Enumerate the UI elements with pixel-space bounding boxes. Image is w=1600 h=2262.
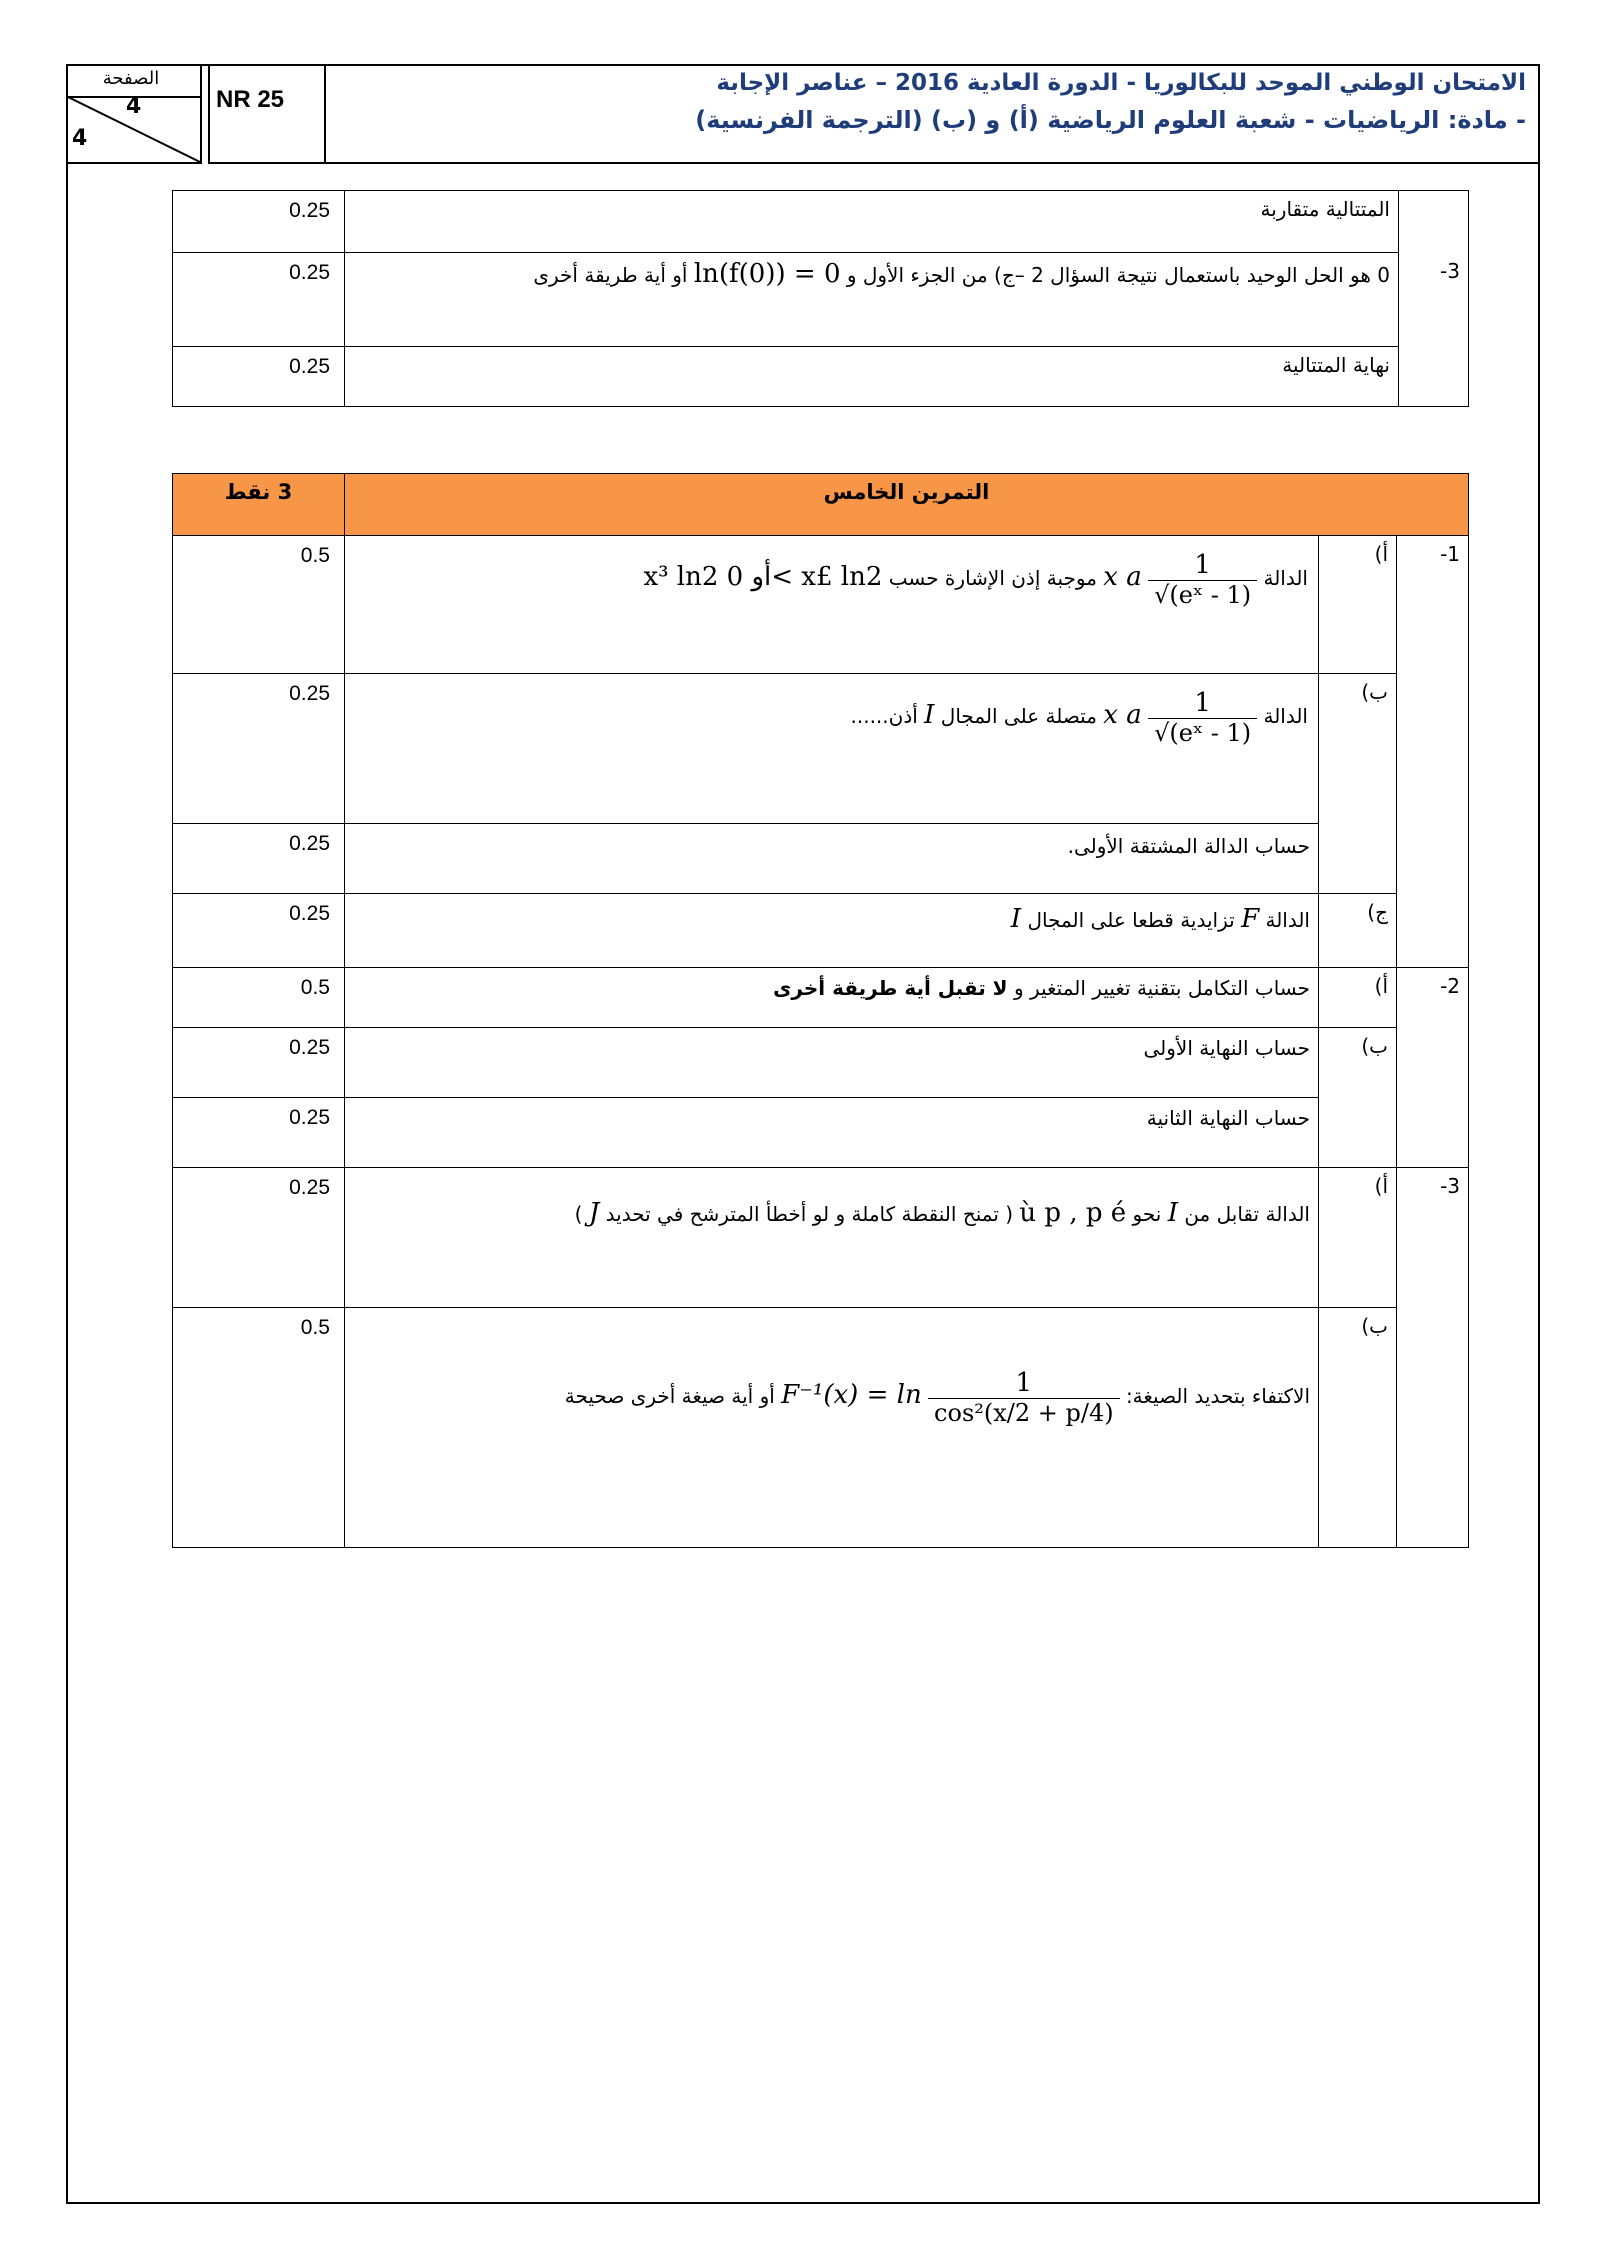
answer-text: [345, 1168, 1319, 1308]
page-header: [66, 64, 1540, 164]
fraction: [1148, 688, 1257, 747]
fraction-denominator: √(eˣ - 1): [1154, 719, 1252, 747]
page-current: 4: [126, 94, 142, 119]
answer-text-part: نحو: [1132, 1202, 1162, 1226]
answer-text-part: تزايدية قطعا على المجال: [1027, 908, 1235, 932]
question-number-cell: [1397, 1098, 1469, 1168]
table-row: [173, 191, 1469, 253]
page-total: 4: [72, 126, 88, 151]
answer-text: حساب النهاية الثانية: [345, 1098, 1319, 1168]
question-number: 3-: [1397, 1168, 1469, 1308]
exercise-header-row: [173, 474, 1469, 536]
formula-fraction: [928, 1368, 1120, 1427]
sub-question: أ): [1319, 1168, 1397, 1308]
title-line-2: - مادة: الرياضيات - شعبة العلوم الرياضية (أ) و (ب) (الترجمة الفرنسية): [695, 106, 1526, 134]
math-condition: x³ ln2 أو 0< x£ ln2: [643, 562, 883, 592]
answer-text-part: الدالة: [1263, 704, 1308, 728]
page-label: الصفحة: [102, 68, 160, 89]
sub-question: أ): [1319, 536, 1397, 674]
fraction: [1148, 550, 1257, 609]
score-cell: 0.5: [173, 1308, 345, 1548]
score-cell: 0.25: [173, 1028, 345, 1098]
question-number-cell: [1397, 674, 1469, 824]
score-cell: 0.25: [173, 1168, 345, 1308]
question-number: 1-: [1397, 536, 1469, 674]
math-expression: ln(f(0)) = 0: [693, 259, 841, 289]
table-row: [173, 1308, 1469, 1548]
answer-text: [345, 536, 1319, 674]
question-number-cell: [1399, 347, 1469, 407]
question-number: 3-: [1399, 253, 1469, 347]
answer-text-bold: لا تقبل أية طريقة أخرى: [773, 976, 1008, 1000]
formula: [781, 1368, 1119, 1427]
answer-text: حساب الدالة المشتقة الأولى.: [345, 824, 1319, 894]
sub-question: ب): [1319, 1308, 1397, 1548]
table-row: [173, 1168, 1469, 1308]
table-row: [173, 253, 1469, 347]
score-cell: 0.25: [173, 674, 345, 824]
table-row: [173, 536, 1469, 674]
sub-question: أ): [1319, 968, 1397, 1028]
score-cell: 0.25: [173, 347, 345, 407]
math-mapping: x a: [1103, 700, 1142, 730]
formula-lhs: F⁻¹(x) = ln: [781, 1380, 922, 1410]
score-cell: 0.5: [173, 536, 345, 674]
math-variable: F: [1241, 904, 1260, 934]
question-number-cell: [1397, 1308, 1469, 1548]
sub-question: ب): [1319, 674, 1397, 894]
table-row: [173, 824, 1469, 894]
table-row: [173, 674, 1469, 824]
answer-text: [345, 674, 1319, 824]
math-variable: I: [924, 700, 935, 730]
exercise-5-table: [172, 473, 1469, 1548]
answer-text: [345, 968, 1319, 1028]
formula-numerator: 1: [928, 1368, 1120, 1399]
question-number-cell: [1397, 1028, 1469, 1098]
table-row: [173, 347, 1469, 407]
question-number-cell: [1397, 824, 1469, 894]
question-number-cell: [1397, 894, 1469, 968]
question-number-cell: [1399, 191, 1469, 253]
score-cell: 0.25: [173, 824, 345, 894]
fraction-numerator: 1: [1148, 550, 1257, 581]
answer-text: [345, 1308, 1319, 1548]
table-row: [173, 1028, 1469, 1098]
exercise-title: التمرين الخامس: [345, 474, 1469, 536]
formula-denominator: cos²(x/2 + p/4): [934, 1399, 1114, 1427]
answer-text-part: متصلة على المجال: [940, 704, 1097, 728]
math-variable: J: [588, 1198, 600, 1228]
title-line-1: الامتحان الوطني الموحد للبكالوريا - الدورة العادية 2016 – عناصر الإجابة: [716, 70, 1526, 96]
sub-question: ب): [1319, 1028, 1397, 1168]
answer-text: المتتالية متقاربة: [345, 191, 1399, 253]
score-cell: 0.25: [173, 894, 345, 968]
answer-text-part: موجبة إذن الإشارة حسب: [888, 566, 1097, 590]
answer-text: نهاية المتتالية: [345, 347, 1399, 407]
answer-text: [345, 253, 1399, 347]
answer-text-part: أو أية طريقة أخرى: [533, 263, 688, 287]
score-cell: 0.25: [173, 1098, 345, 1168]
sub-question: ج): [1319, 894, 1397, 968]
answer-text-part: ( تمنح النقطة كاملة و لو أخطأ المترشح في تحديد: [605, 1202, 1014, 1226]
answer-text-part: أو أية صيغة أخرى صحيحة: [564, 1384, 775, 1408]
answer-text: [345, 894, 1319, 968]
page-number-box: [66, 64, 202, 164]
answer-text-part: ): [574, 1202, 583, 1226]
answer-text-part: حساب التكامل بتقنية تغيير المتغير و: [1013, 976, 1310, 1000]
exam-code: NR 25: [208, 64, 326, 164]
math-variable: I: [1167, 1198, 1178, 1228]
question-number: 2-: [1397, 968, 1469, 1028]
score-cell: 0.25: [173, 253, 345, 347]
score-cell: 0.5: [173, 968, 345, 1028]
answer-table-part1: [172, 190, 1469, 407]
math-interval: ù p , p é: [1019, 1198, 1127, 1228]
answer-text: حساب النهاية الأولى: [345, 1028, 1319, 1098]
exercise-points: 3 نقط: [173, 474, 345, 536]
answer-text-part: 0 هو الحل الوحيد باستعمال نتيجة السؤال 2 –ج) من الجزء الأول و: [846, 263, 1390, 287]
table-row: [173, 894, 1469, 968]
fraction-numerator: 1: [1148, 688, 1257, 719]
math-variable: I: [1010, 904, 1022, 934]
answer-text-part: الدالة: [1263, 566, 1308, 590]
exam-title: [326, 64, 1540, 164]
answer-text-part: الدالة تقابل من: [1184, 1202, 1310, 1226]
answer-text-part: أذن......: [850, 704, 918, 728]
table-row: [173, 968, 1469, 1028]
answer-text-part: الدالة: [1265, 908, 1310, 932]
answer-text-part: الاكتفاء بتحديد الصيغة:: [1125, 1384, 1310, 1408]
fraction-denominator: √(eˣ - 1): [1154, 581, 1252, 609]
math-mapping: x a: [1103, 562, 1142, 592]
table-row: [173, 1098, 1469, 1168]
score-cell: 0.25: [173, 191, 345, 253]
